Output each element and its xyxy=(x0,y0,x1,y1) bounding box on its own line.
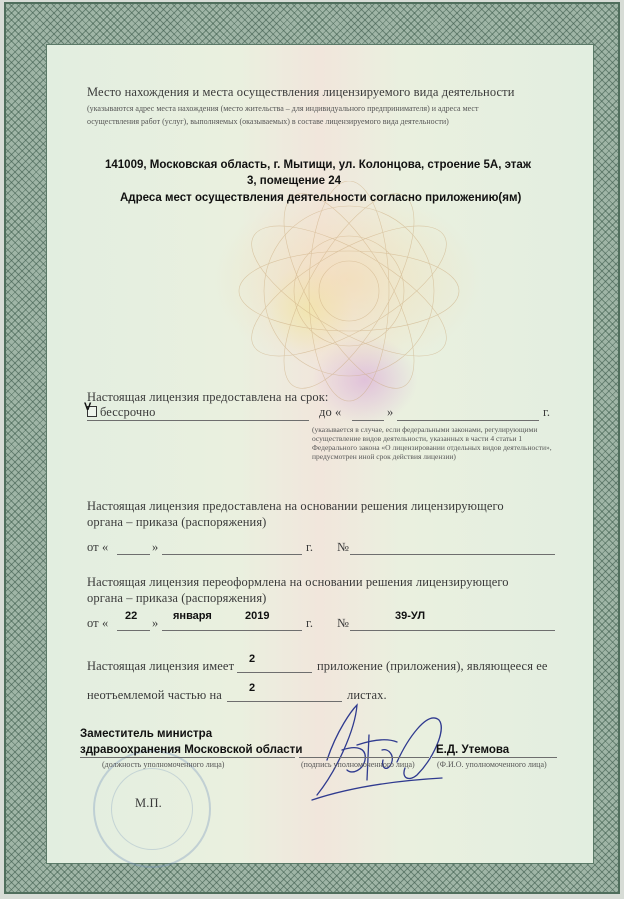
appendix-sheets: 2 xyxy=(249,682,256,694)
signatory-position-line-2: здравоохранения Московской области xyxy=(80,744,303,756)
ornamental-border xyxy=(4,2,620,894)
reissue-year-suffix: г. xyxy=(306,616,314,630)
appendix-count: 2 xyxy=(249,653,256,665)
name-underline xyxy=(432,757,557,758)
appendix-line-1-prefix: Настоящая лицензия имеет xyxy=(87,659,235,673)
handwritten-signature xyxy=(297,690,447,810)
reissue-date-quote: » xyxy=(152,616,159,630)
addresses-note: Адреса мест осуществления деятельности согласно приложению(ям) xyxy=(120,192,522,204)
until-quote: » xyxy=(387,405,394,419)
reissue-date-prefix: от « xyxy=(87,616,109,630)
signatory-name: Е.Д. Утемова xyxy=(436,744,510,756)
until-prefix: до « xyxy=(319,405,342,419)
signature-underline xyxy=(299,757,429,758)
address-line-1: 141009, Московская область, г. Мытищи, ул. Колонцова, строение 5А, этаж xyxy=(105,159,531,171)
reissue-number-field[interactable] xyxy=(350,630,555,631)
reissue-line-2: органа – приказа (распоряжения) xyxy=(87,591,267,605)
indefinite-underline xyxy=(87,420,309,421)
term-heading: Настоящая лицензия предоставлена на срок: xyxy=(87,390,329,404)
basis-date-quote: » xyxy=(152,540,159,554)
appendix-count-field[interactable] xyxy=(237,672,312,673)
reissue-month-year-field[interactable] xyxy=(162,630,302,631)
reissue-month: января xyxy=(173,610,212,622)
basis-line-2: органа – приказа (распоряжения) xyxy=(87,515,267,529)
caption-signature: (подпись уполномоченного лица) xyxy=(301,760,415,769)
basis-day-field[interactable] xyxy=(117,554,150,555)
checkbox-mark: V xyxy=(84,401,92,413)
location-hint-line-2: осуществления работ (услуг), выполняемых (оказываемых) в составе лицензируемого вида деятельности) xyxy=(87,117,449,126)
until-month-year-field[interactable] xyxy=(397,420,539,421)
reissue-number-label: № xyxy=(337,616,350,630)
basis-number-label: № xyxy=(337,540,350,554)
basis-date-prefix: от « xyxy=(87,540,109,554)
address-line-2: 3, помещение 24 xyxy=(247,175,342,187)
location-hint-line-1: (указываются адрес места нахождения (место жительства – для индивидуального предпринимателя) и адреса мест xyxy=(87,104,479,113)
basis-line-1: Настоящая лицензия предоставлена на основании решения лицензирующего xyxy=(87,499,504,513)
caption-position: (должность уполномоченного лица) xyxy=(102,760,225,769)
license-sheet xyxy=(46,44,594,864)
appendix-line-2-suffix: листах. xyxy=(347,688,387,702)
reissue-number: 39-УЛ xyxy=(395,610,426,622)
term-note: (указывается в случае, если федеральными законами, регулирующими осуществление видов деятельности, указанных в части 4 статьи 1 Федерального закона «О лицензировании отдельных видов деятельности», предусмотрен иной срок действия лицензии) xyxy=(312,425,552,461)
basis-month-year-field[interactable] xyxy=(162,554,302,555)
until-year-suffix: г. xyxy=(543,405,551,419)
position-underline xyxy=(80,757,295,758)
reissue-day: 22 xyxy=(125,610,138,622)
indefinite-option-label: бессрочно xyxy=(100,405,156,419)
signatory-position-line-1: Заместитель министра xyxy=(80,728,213,740)
until-day-field[interactable] xyxy=(352,420,384,421)
basis-year-suffix: г. xyxy=(306,540,314,554)
reissue-line-1: Настоящая лицензия переоформлена на основании решения лицензирующего xyxy=(87,575,509,589)
seal-place-label: М.П. xyxy=(135,796,162,810)
reissue-day-field[interactable] xyxy=(117,630,150,631)
location-heading: Место нахождения и места осуществления лицензируемого вида деятельности xyxy=(87,85,515,99)
reissue-year: 2019 xyxy=(245,610,270,622)
caption-name: (Ф.И.О. уполномоченного лица) xyxy=(437,760,547,769)
appendix-line-2-prefix: неотъемлемой частью на xyxy=(87,688,222,702)
basis-number-field[interactable] xyxy=(350,554,555,555)
appendix-line-1-suffix: приложение (приложения), являющееся ее xyxy=(317,659,548,673)
